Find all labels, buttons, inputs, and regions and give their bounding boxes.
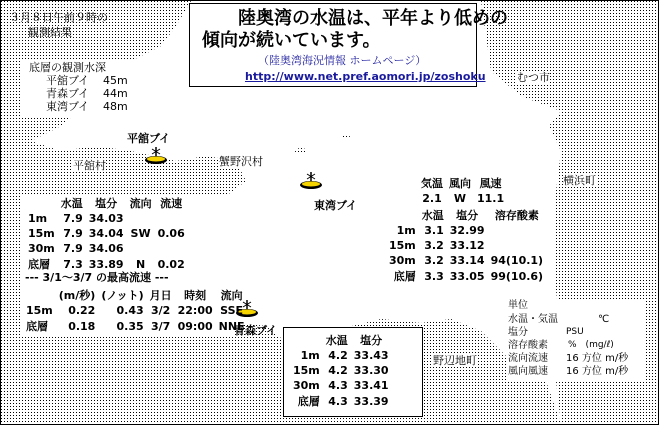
table-header xyxy=(386,207,419,223)
bottom-depth-panel xyxy=(21,61,131,117)
units-value: % (mg/ℓ) xyxy=(568,340,614,350)
bottom-depth-title: 底層の観測水深 xyxy=(29,61,106,74)
table-cell: 4.2 xyxy=(328,364,348,377)
table-header: 風速 xyxy=(479,177,502,190)
table-header: 気温 xyxy=(421,177,443,190)
table-cell: 7.9 xyxy=(63,242,83,255)
table-cell: 7.3 xyxy=(63,257,83,271)
table-cell: 33.14 xyxy=(449,254,485,267)
table-cell: 15m xyxy=(293,364,320,377)
table-cell: 0.43 xyxy=(116,304,144,317)
table-cell: 底層 xyxy=(28,258,50,271)
table-header: 流速 xyxy=(160,197,183,210)
units-value: 16 方位 m/秒 xyxy=(566,366,629,377)
table-header: 塩分 xyxy=(456,209,479,222)
bottom-depth-value: 48m xyxy=(103,100,128,113)
table-cell: 7.9 xyxy=(63,227,83,240)
table-header: 風向 xyxy=(449,177,471,190)
table-cell: 11.1 xyxy=(477,192,505,205)
units-title: 単位 xyxy=(508,300,528,311)
table-header: 時刻 xyxy=(184,289,207,302)
table-header-row xyxy=(23,287,248,303)
table-row xyxy=(418,191,507,206)
table-cell: 15m xyxy=(28,227,55,240)
table-header: 溶存酸素 xyxy=(494,209,539,222)
table-cell: 33.05 xyxy=(449,269,485,283)
aomori-data-box xyxy=(283,327,423,417)
higashi-data-panel xyxy=(384,173,556,283)
headline-box xyxy=(189,3,508,87)
table-header: (m/秒) xyxy=(58,289,96,302)
table-cell xyxy=(155,241,188,256)
table-row xyxy=(386,238,546,253)
table-header: 月日 xyxy=(149,289,172,302)
table-header: 塩分 xyxy=(360,334,383,347)
higashi-weather-table xyxy=(418,175,507,206)
table-cell xyxy=(127,241,155,256)
table-header: 水温 xyxy=(421,209,444,222)
table-cell: 4.3 xyxy=(328,394,348,408)
table-cell: 30m xyxy=(28,242,55,255)
table-cell: 4.3 xyxy=(328,379,348,392)
table-header: 水温 xyxy=(60,197,83,210)
table-row xyxy=(386,268,546,284)
table-cell: 2.1 xyxy=(422,192,442,205)
table-row xyxy=(23,303,248,318)
table-header: 流向 xyxy=(129,197,152,210)
table-row xyxy=(290,348,392,363)
table-cell xyxy=(155,211,188,226)
table-header-row xyxy=(25,195,188,211)
units-label: 溶存酸素 xyxy=(508,340,548,351)
place-mutsu: むつ市 xyxy=(517,71,550,84)
table-cell: 34.04 xyxy=(88,227,124,240)
headline-source: （陸奥湾海況情報 ホームページ） xyxy=(258,54,427,67)
bottom-depth-name: 東湾ブイ xyxy=(46,100,90,113)
max-current-table xyxy=(23,287,248,334)
max-current-title: --- 3/1～3/7 の最高流速 --- xyxy=(25,271,169,284)
observation-time-line2: 観測結果 xyxy=(28,26,72,39)
table-cell: SSE xyxy=(220,304,244,317)
buoy-label-hiranai: 平舘ブイ xyxy=(127,132,171,145)
bottom-depth-value: 44m xyxy=(103,87,128,100)
bottom-depth-name: 平舘ブイ xyxy=(46,74,90,87)
table-header: 水温 xyxy=(325,334,348,347)
table-cell xyxy=(127,211,155,226)
island xyxy=(295,148,307,154)
table-cell: 7.9 xyxy=(63,212,83,225)
place-kanita: 蟹野沢村 xyxy=(219,155,263,168)
table-row xyxy=(290,378,392,393)
table-cell: 30m xyxy=(293,379,320,392)
units-label: 流向流速 xyxy=(508,353,548,364)
table-row xyxy=(386,253,546,268)
max-current-panel xyxy=(21,285,245,335)
table-row xyxy=(23,318,248,334)
table-cell: 34.06 xyxy=(88,242,124,255)
headline-line1: 陸奥湾の水温は、平年より低めの xyxy=(238,8,508,29)
table-row xyxy=(25,241,188,256)
table-cell: SW xyxy=(130,227,151,240)
table-cell: 22:00 xyxy=(177,304,213,317)
buoy-label-aomori: 青森ブイ xyxy=(234,324,278,337)
table-row xyxy=(25,211,188,226)
table-cell: NNE xyxy=(218,319,245,333)
table-header xyxy=(25,195,58,211)
table-cell: 3/7 xyxy=(150,319,171,333)
table-cell: 3/2 xyxy=(150,304,171,317)
table-cell: 33.43 xyxy=(353,349,389,362)
table-cell: 1m xyxy=(300,349,320,362)
table-cell: 32.99 xyxy=(449,224,485,237)
land-east xyxy=(546,151,658,424)
table-header-row xyxy=(290,332,392,348)
table-header: 流向 xyxy=(220,289,243,302)
table-header xyxy=(290,332,323,348)
table-cell: 4.2 xyxy=(328,349,348,362)
table-cell: 99(10.6) xyxy=(490,269,544,283)
units-legend xyxy=(506,299,646,381)
table-cell: 3.1 xyxy=(424,224,444,237)
table-cell: 3.2 xyxy=(424,239,444,252)
table-cell: 1m xyxy=(396,224,416,237)
table-header xyxy=(23,287,56,303)
table-cell: 33.12 xyxy=(449,239,485,252)
units-value: PSU xyxy=(566,327,584,337)
table-cell: 0.22 xyxy=(68,304,96,317)
table-row xyxy=(290,363,392,378)
table-cell: 0.02 xyxy=(157,257,185,271)
table-cell: 3.3 xyxy=(424,269,444,283)
table-cell: 0.06 xyxy=(157,227,185,240)
table-cell: 底層 xyxy=(393,270,416,283)
table-header-row xyxy=(418,175,507,191)
buoy-icon xyxy=(143,146,169,168)
table-cell: 3.2 xyxy=(424,254,444,267)
table-cell: 33.89 xyxy=(88,257,124,271)
table-cell: 0.35 xyxy=(116,319,144,333)
table-cell: 09:00 xyxy=(177,319,213,333)
homepage-link[interactable]: http://www.net.pref.aomori.jp/zoshoku xyxy=(245,70,486,83)
table-cell: 15m xyxy=(389,239,416,252)
bottom-depth-value: 45m xyxy=(103,74,128,87)
table-row xyxy=(25,226,188,241)
headline-line2: 傾向が続いています。 xyxy=(202,30,381,51)
table-cell xyxy=(488,223,547,238)
table-cell: N xyxy=(135,257,146,271)
higashi-table xyxy=(386,207,546,284)
table-cell: W xyxy=(453,192,467,205)
table-cell: 30m xyxy=(389,254,416,267)
bottom-depth-name: 青森ブイ xyxy=(46,87,90,100)
table-cell: 94(10.1) xyxy=(490,254,544,267)
units-value: ℃ xyxy=(598,314,610,325)
table-cell: 33.39 xyxy=(353,394,389,408)
island xyxy=(342,134,350,138)
table-row xyxy=(290,393,392,409)
buoy-icon xyxy=(298,171,324,193)
place-noheji: 野辺地町 xyxy=(433,354,477,367)
table-cell xyxy=(488,238,547,253)
table-cell: 33.30 xyxy=(353,364,389,377)
units-value: 16 方位 m/秒 xyxy=(566,353,629,364)
table-cell: 1m xyxy=(28,212,48,225)
table-cell: 33.41 xyxy=(353,379,389,392)
buoy-label-higashi: 東湾ブイ xyxy=(314,199,358,212)
table-cell: 0.18 xyxy=(68,319,96,333)
table-header: 塩分 xyxy=(95,197,118,210)
units-label: 水温・気温 xyxy=(508,314,558,325)
place-yokohama: 横浜町 xyxy=(563,174,596,187)
table-row xyxy=(386,223,546,238)
place-hiranai: 平舘村 xyxy=(73,159,106,172)
table-cell: 34.03 xyxy=(88,212,124,225)
table-header: (ノット) xyxy=(101,289,144,302)
table-cell: 15m xyxy=(26,304,53,317)
table-row xyxy=(25,256,188,272)
table-header-row xyxy=(386,207,546,223)
units-label: 風向風速 xyxy=(508,366,548,377)
observation-time-line1: ３月８日午前９時の xyxy=(9,11,108,24)
hiranai-table xyxy=(25,195,188,272)
aomori-table xyxy=(290,332,392,409)
table-cell: 底層 xyxy=(26,320,48,333)
table-cell: 底層 xyxy=(297,395,320,408)
units-label: 塩分 xyxy=(508,327,528,338)
